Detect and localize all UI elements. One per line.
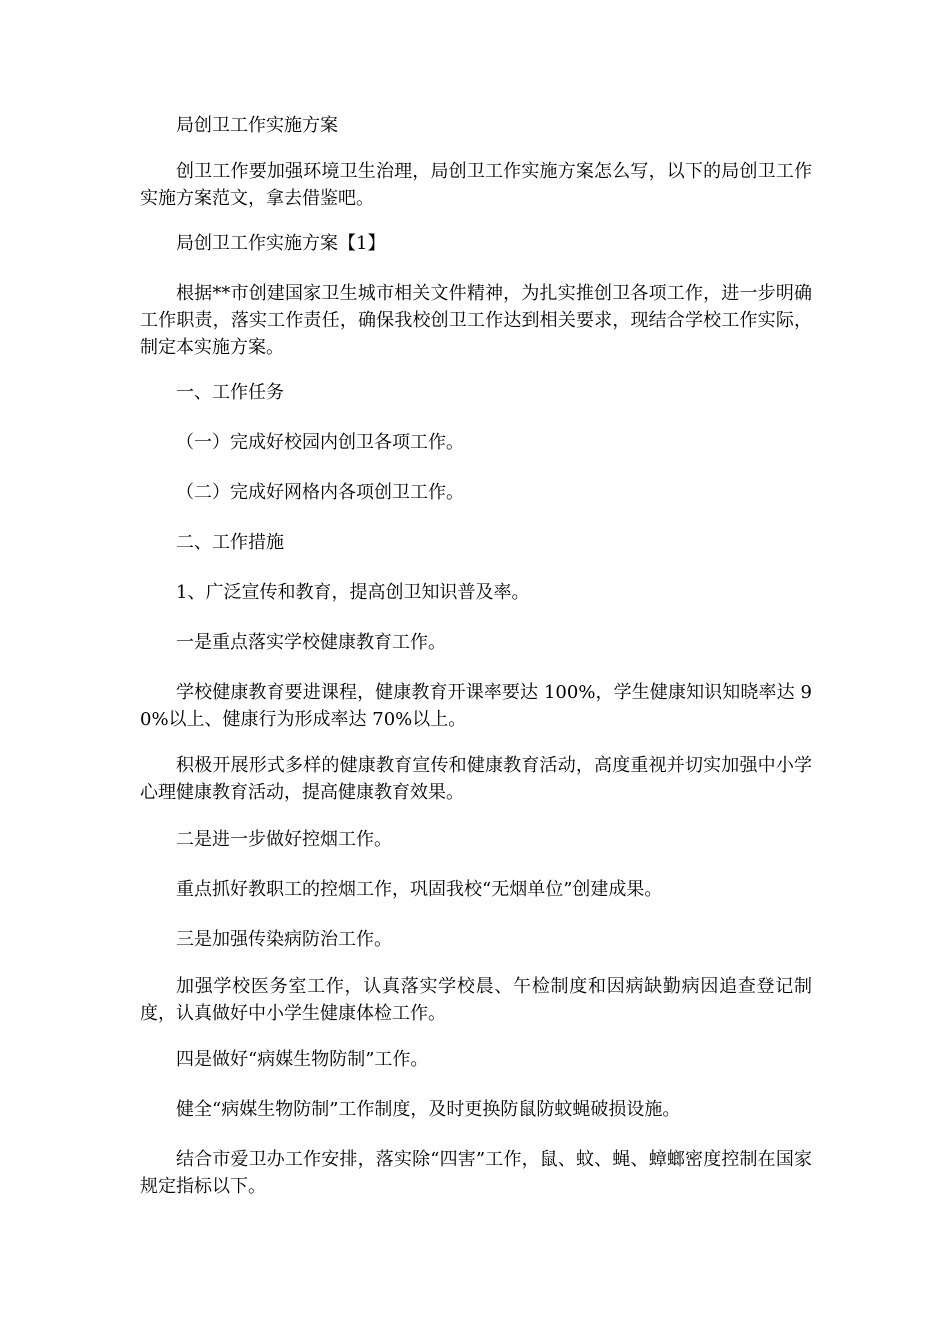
sub-heading: 一是重点落实学校健康教育工作。 — [176, 632, 446, 653]
heading-work-measures: 二、工作措施 — [176, 532, 284, 553]
section-heading: 局创卫工作实施方案【1】 — [176, 233, 386, 254]
sub-heading: 二是进一步做好控烟工作。 — [176, 829, 392, 850]
intro-paragraph: 创卫工作要加强环境卫生治理，局创卫工作实施方案怎么写，以下的局创卫工作实施方案范文，拿去借鉴吧。 — [140, 161, 812, 209]
sub-heading: 四是做好“病媒生物防制”工作。 — [176, 1049, 429, 1070]
body-paragraph: 积极开展形式多样的健康教育宣传和健康教育活动，高度重视并切实加强中小学心理健康教育活动，提高健康教育效果。 — [140, 755, 812, 803]
list-item: （一）完成好校园内创卫各项工作。 — [176, 432, 464, 453]
body-paragraph: 加强学校医务室工作，认真落实学校晨、午检制度和因病缺勤病因追查登记制度，认真做好中小学生健康体检工作。 — [140, 976, 812, 1024]
heading-work-tasks: 一、工作任务 — [176, 382, 284, 403]
body-paragraph: 结合市爱卫办工作安排，落实除“四害”工作，鼠、蚊、蝇、蟑螂密度控制在国家规定指标以下。 — [140, 1149, 812, 1197]
body-paragraph: 学校健康教育要进课程，健康教育开课率要达 100%，学生健康知识知晓率达 90%以上、健康行为形成率达 70%以上。 — [140, 682, 812, 730]
numbered-heading: 1、广泛宣传和教育，提高创卫知识普及率。 — [176, 582, 530, 603]
document-title: 局创卫工作实施方案 — [176, 115, 338, 136]
body-paragraph: 健全“病媒生物防制”工作制度，及时更换防鼠防蚊蝇破损设施。 — [176, 1099, 681, 1120]
body-paragraph: 根据**市创建国家卫生城市相关文件精神，为扎实推创卫各项工作，进一步明确工作职责，落实工作责任，确保我校创卫工作达到相关要求，现结合学校工作实际，制定本实施方案。 — [140, 283, 812, 358]
list-item: （二）完成好网格内各项创卫工作。 — [176, 482, 464, 503]
body-paragraph: 重点抓好教职工的控烟工作，巩固我校“无烟单位”创建成果。 — [176, 879, 663, 900]
sub-heading: 三是加强传染病防治工作。 — [176, 929, 392, 950]
